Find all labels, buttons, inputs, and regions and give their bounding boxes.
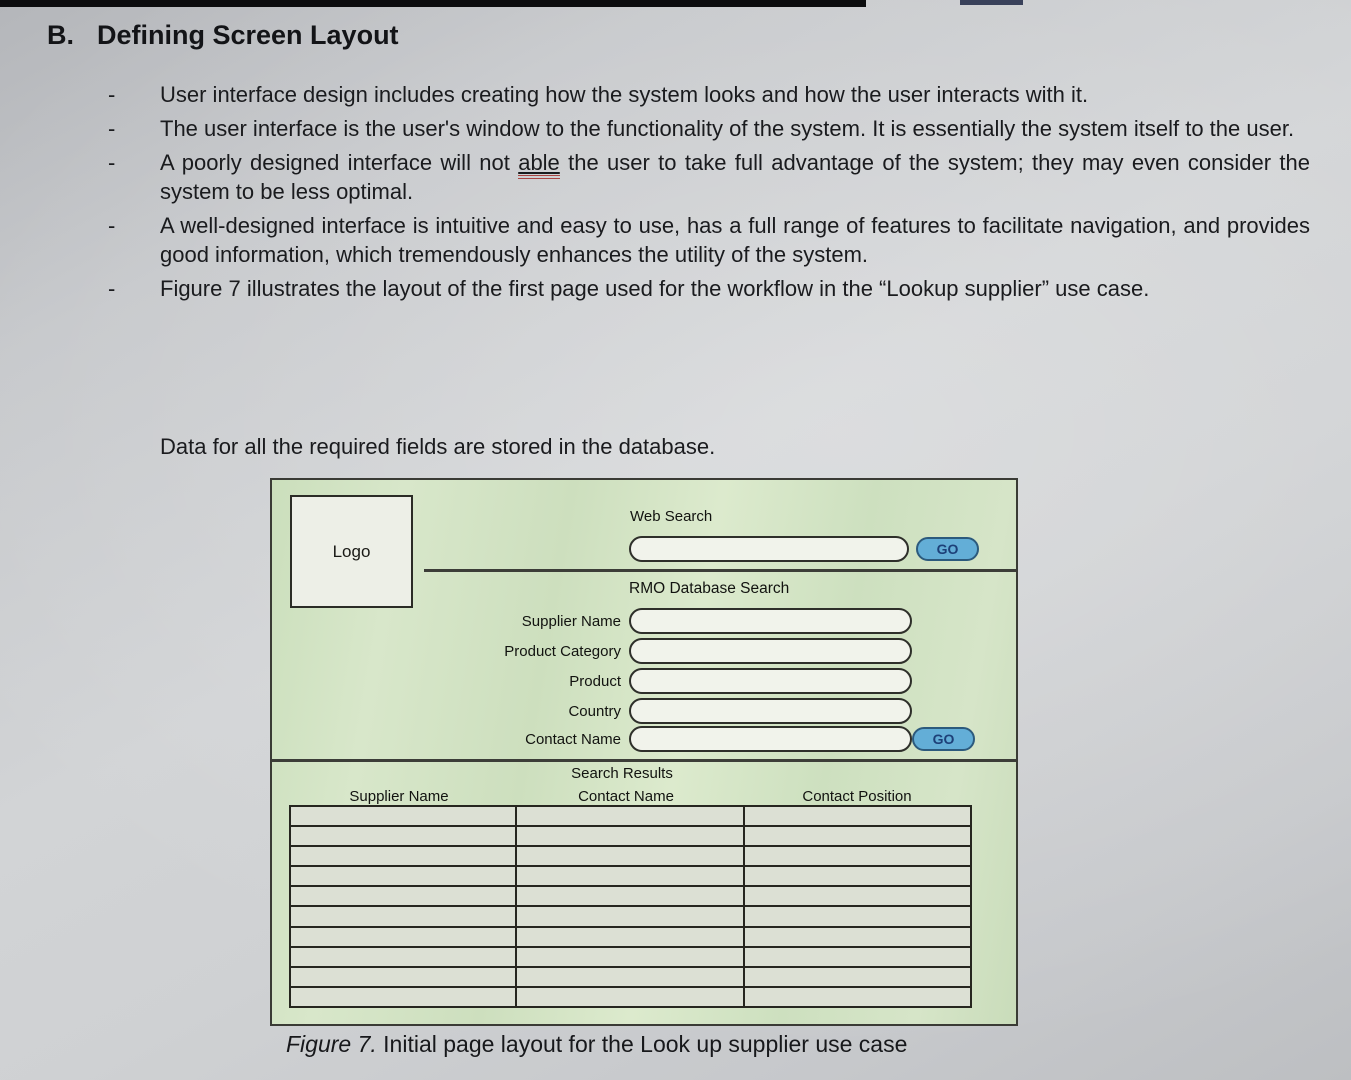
results-table-cell [744,806,971,826]
product-category-input[interactable] [629,638,912,664]
product-label: Product [569,672,621,690]
product-input[interactable] [629,668,912,694]
results-table-row [290,927,971,947]
product-category-field-row [432,638,912,664]
results-table-cell [744,886,971,906]
bullet-item-4 [108,211,1310,269]
results-table-row [290,866,971,886]
results-table-cell [516,866,744,886]
country-field-row [432,698,912,724]
logo-label: Logo [332,541,371,561]
results-table-cell [744,866,971,886]
country-label: Country [568,702,621,720]
bullet-marker: - [108,82,116,107]
bullet-text [160,148,1310,206]
bullet-marker: - [108,213,116,238]
product-field-row [432,668,912,694]
results-column-header-supplier-name: Supplier Name [349,788,449,805]
bullet-marker: - [108,150,116,175]
results-table-cell [290,886,516,906]
bullet-item-5 [108,274,1310,303]
results-table-cell [290,987,516,1007]
figure-caption-label: Figure 7. [286,1031,377,1057]
bullet-text: Figure 7 illustrates the layout of the first page used for the workflow in the “Lookup supplier” use case. [160,276,1150,301]
results-table-cell [744,967,971,987]
supplier-name-label: Supplier Name [521,612,621,630]
results-table-cell [516,987,744,1007]
supplier-name-input[interactable] [629,608,912,634]
bullet-item-1 [108,80,1310,109]
results-table-row [290,886,971,906]
results-table-cell [290,906,516,926]
results-table-cell [290,947,516,967]
results-column-header-contact-position: Contact Position [802,788,912,805]
bullet-item-3 [108,148,1310,206]
results-table-cell [516,947,744,967]
results-table-cell [290,806,516,826]
results-table-cell [744,846,971,866]
logo-placeholder [290,495,413,608]
results-table-body [290,806,971,1007]
results-table-cell [290,826,516,846]
results-table-cell [744,927,971,947]
section-heading-text: Defining Screen Layout [97,20,399,50]
results-table-cell [744,826,971,846]
contact-name-label: Contact Name [525,730,621,748]
figure-caption-text: Initial page layout for the Look up supplier use case [376,1031,908,1057]
web-search-title: Web Search [630,508,713,525]
results-table [289,805,972,1008]
web-search-input[interactable] [629,536,909,562]
results-table-cell [744,987,971,1007]
results-table-cell [744,906,971,926]
results-table-row [290,967,971,987]
results-table-cell [744,947,971,967]
product-category-label: Product Category [504,642,621,660]
results-table-cell [516,927,744,947]
results-table-cell [516,886,744,906]
results-table-row [290,906,971,926]
results-table-row [290,947,971,967]
results-table-cell [516,967,744,987]
results-table-cell [516,906,744,926]
photo-top-dash [960,0,1023,5]
results-table-row [290,987,971,1007]
results-table-cell [290,927,516,947]
results-table-row [290,826,971,846]
bullet-text-pre: A poorly designed interface will not [160,150,519,175]
bullet-text-post: the user to take full advantage of the system; they may even consider the system to be less optimal. [160,150,1310,204]
figure-7-mockup [270,478,1018,1026]
bullet-item-2 [108,114,1310,143]
web-search-go-button[interactable]: GO [916,537,979,561]
country-input[interactable] [629,698,912,724]
results-table-cell [516,846,744,866]
section-heading-prefix: B. [47,20,74,50]
results-divider-line [272,759,1016,762]
misspelled-word: able [518,150,560,179]
results-table-cell [290,967,516,987]
results-column-header-contact-name: Contact Name [578,788,674,805]
results-table-row [290,846,971,866]
results-table-cell [290,846,516,866]
bullet-marker: - [108,276,116,301]
search-results-title: Search Results [571,765,673,782]
photo-top-bar [0,0,866,7]
note-text: Data for all the required fields are stored in the database. [160,434,716,459]
section-heading [47,20,399,51]
bullet-marker: - [108,116,116,141]
db-search-go-button[interactable]: GO [912,727,975,751]
results-table-cell [290,866,516,886]
bullet-text: The user interface is the user's window to the functionality of the system. It is essentially the system itself to the user. [160,116,1295,141]
results-table-row [290,806,971,826]
header-divider-line [424,569,1016,572]
bullet-text: A well-designed interface is intuitive and easy to use, has a full range of features to facilitate navigation, and provides good information, which tremendously enhances the utility of the system. [160,213,1310,267]
contact-name-field-row [432,726,912,752]
results-table-cell [516,806,744,826]
results-table-cell [516,826,744,846]
rmo-database-search-title: RMO Database Search [629,580,790,597]
figure-caption [286,1031,1016,1058]
contact-name-input[interactable] [629,726,912,752]
bullet-list [108,80,1310,308]
bullet-text: User interface design includes creating how the system looks and how the user interacts with it. [160,82,1089,107]
supplier-name-field-row [432,608,912,634]
